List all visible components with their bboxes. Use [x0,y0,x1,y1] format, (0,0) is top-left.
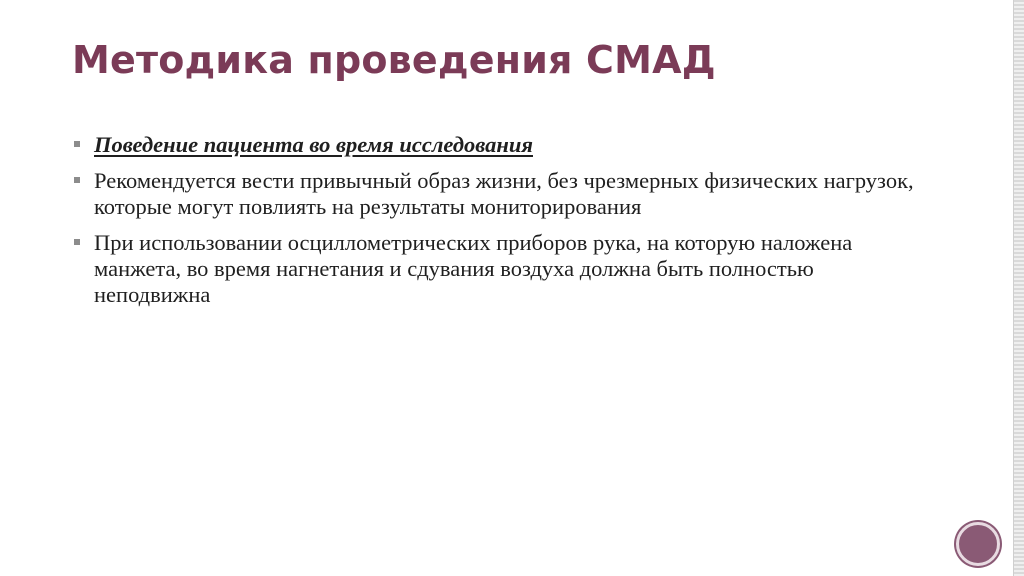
bullet-text: Поведение пациента во время исследования [94,132,533,157]
bullet-list [72,132,932,318]
bullet-icon [74,141,80,147]
bullet-item-heading [72,132,932,158]
bullet-item [72,230,932,308]
bullet-text: Рекомендуется вести привычный образ жизни, без чрезмерных физических нагрузок, которые могут повлиять на результаты мониторирования [94,168,914,219]
bullet-text: При использовании осциллометрических приборов рука, на которую наложена манжета, во время нагнетания и сдувания воздуха должна быть полностью неподвижна [94,230,853,307]
slide-title: Методика проведения СМАД [72,38,716,82]
bullet-icon [74,239,80,245]
bullet-item [72,168,932,220]
bullet-icon [74,177,80,183]
slide-edge-border [1013,0,1024,576]
corner-circle-icon [956,522,1000,566]
